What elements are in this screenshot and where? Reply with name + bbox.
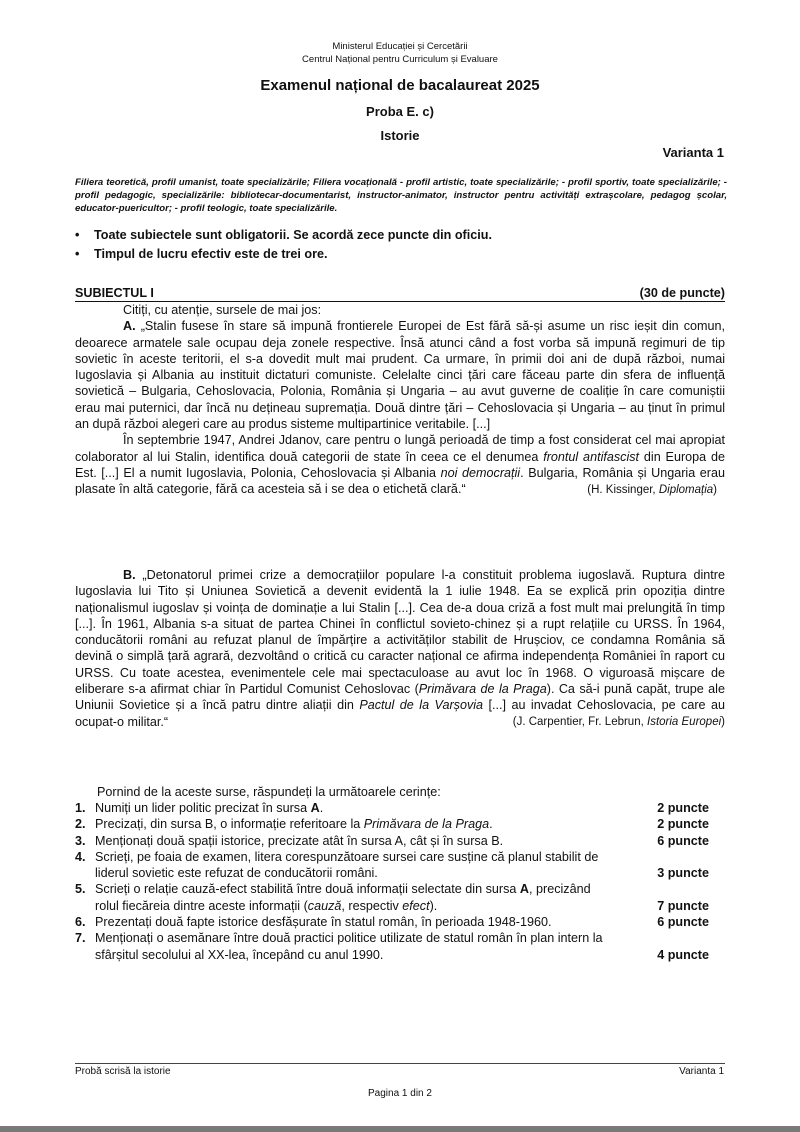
exam-proba: Proba E. c) <box>366 104 434 119</box>
question-points: 3 puncte <box>657 866 709 881</box>
source-a-paragraph-1: A. „Stalin fusese în stare să impună frontierele Europei de Est fără să-și asume un risc ieșit din comun, deoarece armatele sale ocupau deja zonele respective. Însă atunci când a fost vorba să impună regimuri de tip sovietic în aceste teritorii, el s-a dovedit mult mai prudent. Ca urmare, în primii doi ani de după război, numai Iugoslavia și Albania au instituit dictaturi comuniste. Celelalte cinci țări care făceau parte din sfera de influență sovietică – Bulgaria, Cehoslovacia, Polonia, România și Ungaria – au avut guverne de coaliție în care comuniștii erau mai puternici, dar încă nu dețineau supremația. Două dintre țări – Cehoslovacia și Ungaria – au ținut în primul an după război alegeri care au produs sisteme multipartinice veritabile. [...] <box>75 319 726 432</box>
source-b-citation: (J. Carpentier, Fr. Lebrun, Istoria Europei) <box>512 715 725 728</box>
question-points: 7 puncte <box>657 898 709 913</box>
question-7: 7. Menționați o asemănare între două practici politice utilizate de statul român în plan intern la sfârșitul secolului al XX-lea, începând cu anul 1990. 4 puncte <box>75 931 709 962</box>
instructions-list <box>75 226 492 264</box>
question-4: 4. Scrieți, pe foaia de examen, litera corespunzătoare sursei care susține că planul stabilit de liderul sovietic este refuzat de conducătorii români. 3 puncte <box>75 849 709 881</box>
source-b-block <box>75 567 725 730</box>
bottom-edge-shadow <box>0 1126 800 1132</box>
footer-right: Varianta 1 <box>679 1066 724 1077</box>
question-2: 2. Precizați, din sursa B, o informație referitoare la Primăvara de la Praga. 2 puncte <box>75 817 709 832</box>
question-points: 2 puncte <box>657 817 709 832</box>
question-points: 6 puncte <box>657 915 709 930</box>
instruction-item: • Toate subiectele sunt obligatorii. Se acordă zece puncte din oficiu. <box>75 226 492 245</box>
exam-title: Examenul național de bacalaureat 2025 <box>260 77 540 94</box>
question-1: 1. Numiți un lider politic precizat în sursa A. 2 puncte <box>75 801 709 815</box>
source-b-paragraph: B. „Detonatorul primei crize a democrațiilor populare l-a constituit problema iugoslavă. Ruptura dintre Iugoslavia lui Tito și Uniunea Sovietică a devenit evidentă la 1 iulie 1948. Ea se explică prin opoziția dintre naționalismul iugoslav și voința de dominație a lui Stalin [...]. Cea de-a doua criză a fost mult mai prelungită în timp [...]. În 1961, Albania s-a situat de partea Chinei în conflictul sovieto-chinez și a rupt relațiile cu URSS. În 1964, conducătorii români au refuzat planul de împărțire a activităților stabilit de Hrușciov, ce condamna România să devină o simplă țară agrară, dezvoltând o critică cu caracter național ce afirma independența României în raport cu URSS. Cu toate acestea, evenimentele cele mai spectaculoase au avut loc în 1968. O viguroasă mișcare de eliberare s-a afirmat chiar în Partidul Comunist Cehoslovac (Primăvara de la Praga). Ca să-i pună capăt, trupe ale Uniunii Sovietice și a încă patru dintre aliații din Pactul de la Varșovia [...] au invadat Cehoslovacia, pe care au ocupat-o militar.“ <box>75 568 725 729</box>
filiera-note: Filiera teoretică, profil umanist, toate specializările; Filiera vocațională - profil artistic, toate specializările; - profil sportiv, toate specializările; - profil pedagogic, specializările: bibliotecar-documentarist, instructor-animator, instructor pentru activități extrașcolare, pedagog școlar, educator-puericultor; - profil teologic, toate specializările. <box>75 177 727 214</box>
footer-left: Probă scrisă la istorie <box>75 1066 171 1077</box>
subject-heading <box>75 286 725 302</box>
instruction-item: • Timpul de lucru efectiv este de trei ore. <box>75 245 492 264</box>
question-5: 5. Scrieți o relație cauză-efect stabilită între două informații selectate din sursa A, precizând rolul fiecăreia dintre aceste informații (cauză, respectiv efect). 7 puncte <box>75 882 709 913</box>
question-3: 3. Menționați două spații istorice, precizate atât în sursa A, cât și în sursa B. 6 puncte <box>75 833 709 848</box>
source-a-label: A. <box>123 319 136 334</box>
question-points: 6 puncte <box>657 833 709 848</box>
ministry-header: Ministerul Educației și Cercetării <box>332 41 468 52</box>
questions-list <box>75 800 715 963</box>
exam-subject: Istorie <box>380 128 420 143</box>
source-a-paragraph-2: În septembrie 1947, Andrei Jdanov, care pentru o lungă perioadă de timp a fost considerat cel mai apropiat colaborator al lui Stalin, identifica două categorii de state în ceea ce el denumea frontul antifascist din Europa de Est. [...] El a numit Iugoslavia, Polonia, Cehoslovacia și Albania noi democrații. Bulgaria, România și Ungaria erau plasate în altă categorie, fără ca acesteia să i se dea o etichetă clară.“ <box>75 433 726 497</box>
source-a-citation: (H. Kissinger, Diplomația) <box>587 483 717 496</box>
sources-intro: Citiți, cu atenție, sursele de mai jos: <box>123 303 322 317</box>
subject-points: (30 de puncte) <box>639 286 725 300</box>
question-6: 6. Prezentați două fapte istorice desfășurate în statul român, în perioada 1948-1960. 6 puncte <box>75 915 709 930</box>
page-number: Pagina 1 din 2 <box>368 1088 432 1099</box>
subject-label: SUBIECTUL I <box>75 286 154 300</box>
source-b-label: B. <box>123 568 136 582</box>
questions-intro: Pornind de la aceste surse, răspundeți la următoarele cerințe: <box>97 785 441 799</box>
footer-divider <box>75 1063 725 1064</box>
source-a-block <box>75 302 725 498</box>
question-points: 2 puncte <box>657 801 709 815</box>
center-header: Centrul Național pentru Curriculum și Evaluare <box>302 54 498 65</box>
variant-label: Varianta 1 <box>662 145 724 160</box>
question-points: 4 puncte <box>657 947 709 962</box>
